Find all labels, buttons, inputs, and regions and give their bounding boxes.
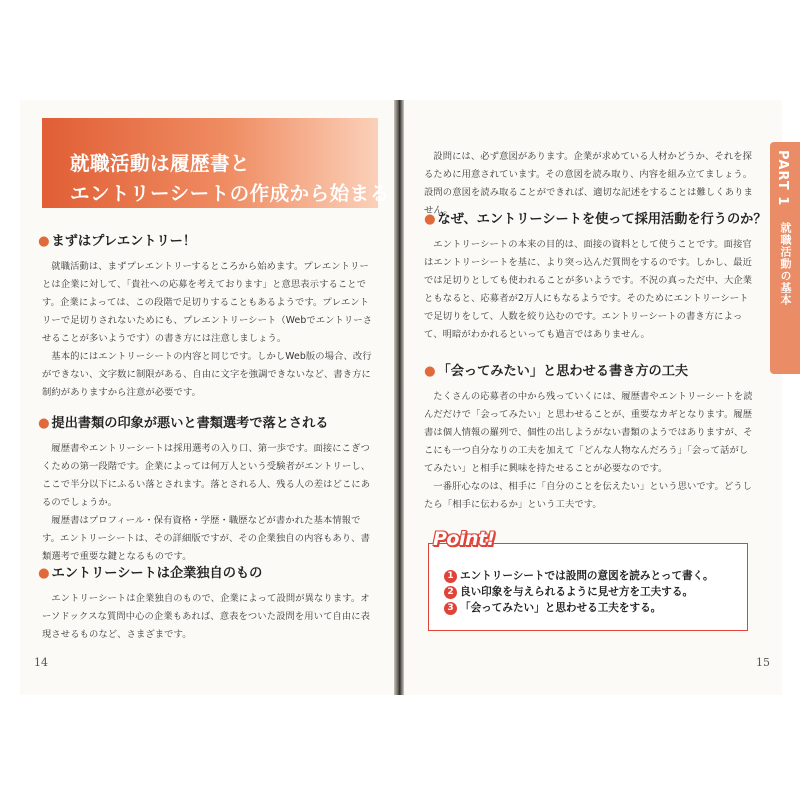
paragraph: エントリーシートは企業独自のもので、企業によって設問が異なります。オーソドックスな質問中心の企業もあれば、意表をついた設問を用いて自由に表現させるものなど、さまざまです。 [42,593,371,640]
section-heading: ● エントリーシートは企業独自のもの [38,566,263,581]
paragraph: 設問には、必ず意図があります。企業が求めている人材かどうか、それを探るために用意されています。その意図を読み取り、内容を組み立てましょう。設問の意図を読み取ることができれば、適切な記述をすることは難しくありません。 [424,151,753,216]
bullet-icon: ● [38,416,50,431]
paragraph: 一番肝心なのは、相手に「自分のことを伝えたい」という思いです。どうしたら「相手に伝わるか」という工夫です。 [424,481,753,510]
page-number-left: 14 [34,656,48,669]
paragraph: 履歴書やエントリーシートは採用選考の入り口、第一歩です。面接にこぎつくための第一段階です。企業によっては何万人という受験者がエントリーし、ここで半分以下にふるい落とされます。落とされる人、残る人の差はどこにあるのでしょうか。 [42,443,371,508]
section-heading: ● なぜ、エントリーシートを使って採用活動を行うのか？ [424,212,767,227]
point-item: 2 良い印象を与えられるように見せ方を工夫する。 [444,584,714,600]
bullet-icon: ● [38,566,50,581]
paragraph: 履歴書はプロフィール・保有資格・学歴・職歴などが書かれた基本情報です。エントリーシートは、その詳細版ですが、その企業独自の内容もあり、書類選考で重要な鍵となるものです。 [42,515,370,562]
paragraph: エントリーシートの本来の目的は、面接の資料として使うことです。面接官はエントリーシートを基に、より突っ込んだ質問をするのです。しかし、最近では足切りとしても使われることが多いようです。不況の真っただ中、大企業ともなると、応募者が2万人にもなるようです。そのためにエントリーシートで足切りをして、人数を絞り込むのです。エントリーシートの書き方によって、明暗がわかれるといっても過言ではありません。 [424,239,753,340]
point-item: 1 エントリーシートでは設問の意図を読みとって書く。 [444,568,714,584]
part-tab-subtitle: 就職活動の基本 [779,222,792,306]
section-body [42,590,376,644]
section-body [424,236,754,344]
paragraph: たくさんの応募者の中から残っていくには、履歴書やエントリーシートを読んだだけで「会ってみたい」と思わせることが、重要なカギとなります。履歴書は個人情報の羅列で、個性の出しようがない書類のようではありますが、そこにも一つ自分なりの工夫を加えて「どんな人物なんだろう」「会って話がしてみたい」と相手に興味を持たせることが必要なのです。 [424,391,753,474]
section-body [42,440,376,566]
section-body [424,388,754,514]
bullet-icon: ● [424,364,436,379]
book-gutter [394,100,404,695]
section-heading: ● 提出書類の印象が悪いと書類選考で落とされる [38,416,329,431]
bullet-icon: ● [38,234,50,249]
point-label: Point! [433,528,495,550]
chapter-title-line-1: 就職活動は履歴書と [70,152,251,175]
section-heading: ● 「会ってみたい」と思わせる書き方の工夫 [424,364,689,379]
bullet-icon: ● [424,212,436,227]
number-1-icon: 1 [444,570,457,583]
paragraph: 就職活動は、まずプレエントリーするところから始めます。プレエントリーとは企業に対して、「貴社への応募を考えております」と意思表示することです。企業によっては、この段階で足切りすることもあるようです。プレエントリーで足切りされないためにも、プレエントリーシート（Webでエントリーさせることが多いようです）の書き方には注意しましょう。 [42,261,373,344]
point-item: 3 「会ってみたい」と思わせる工夫をする。 [444,600,714,616]
chapter-title-line-2: エントリーシートの作成から始まる [70,182,390,205]
number-3-icon: 3 [444,602,457,615]
section-heading: ● まずはプレエントリー！ [38,234,197,249]
paragraph: 基本的にはエントリーシートの内容と同じです。しかしWeb版の場合、改行ができない、文字数に制限がある、自由に文字を強調できないなど、書き方に制約がありますから注意が必要です。 [42,351,372,398]
page-number-right: 15 [756,656,770,669]
point-list [444,568,714,616]
part-tab-label: PART 1 [775,150,790,207]
number-2-icon: 2 [444,586,457,599]
section-body [42,258,376,402]
